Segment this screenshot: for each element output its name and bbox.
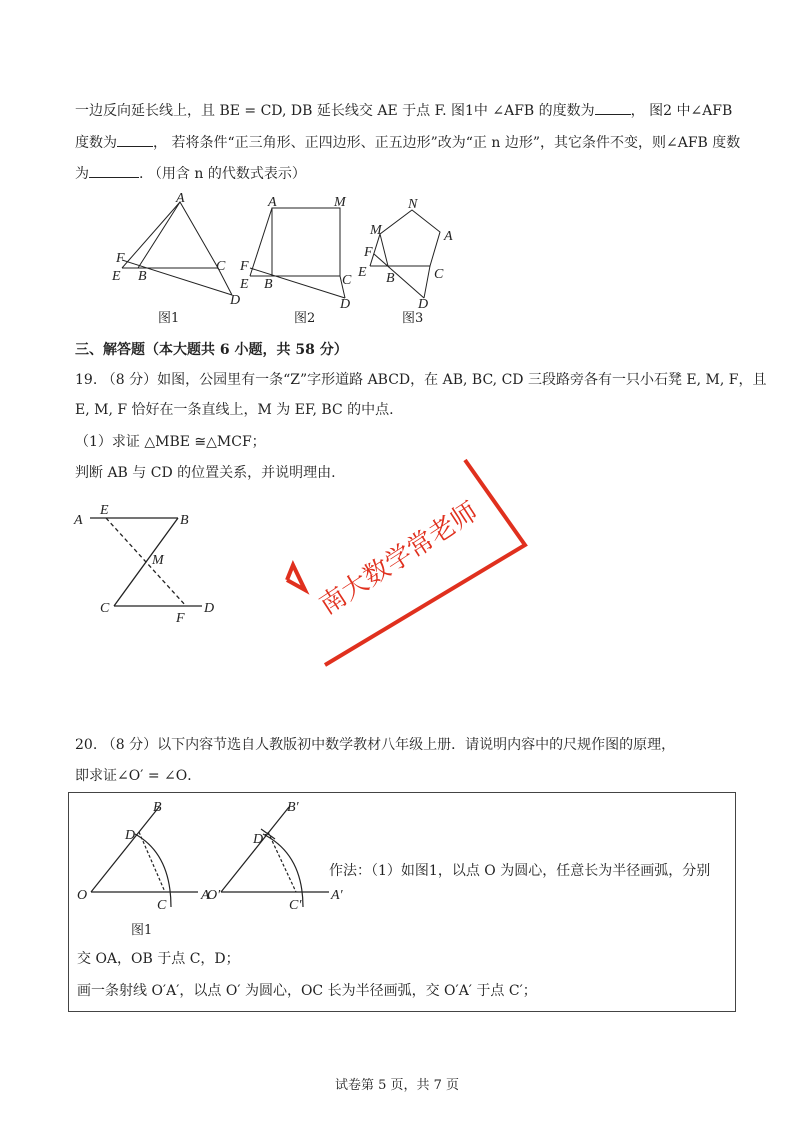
construction-step-line-2: 交 OA，OB 于点 C，D； xyxy=(77,951,240,967)
watermark-text: 南大数学常老师 xyxy=(314,496,484,621)
label: C xyxy=(342,273,352,288)
label: M xyxy=(370,223,382,238)
q19-figure xyxy=(70,500,270,630)
construction-step-line-3: 画一条射线 O′A′，以点 O′ 为圆心，OC 长为半径画弧，交 O′A′ 于点 C′； xyxy=(77,983,537,999)
q18-figures xyxy=(0,190,794,340)
answer-blank-3[interactable] xyxy=(89,163,139,178)
figure-caption: 图1 xyxy=(158,311,180,326)
label: C xyxy=(100,601,110,616)
label: O xyxy=(77,888,88,903)
answer-blank-2[interactable] xyxy=(117,132,153,147)
label: A xyxy=(444,229,453,244)
label: C′ xyxy=(289,898,302,913)
label: D xyxy=(125,828,136,843)
label: B xyxy=(386,271,395,286)
label: A xyxy=(74,513,83,528)
label: B′ xyxy=(287,800,299,815)
q18-line-1 xyxy=(75,100,732,121)
q18-text: ， 若将条件“正三角形、正四边形、正五边形”改为“正 n 边形”，其它条件不变，则∠AFB 度数 xyxy=(153,135,741,151)
label: A xyxy=(268,195,277,210)
label: M xyxy=(334,195,346,210)
label: F xyxy=(176,611,185,626)
q18-text: 度数为 xyxy=(75,135,117,151)
label: N xyxy=(408,197,418,212)
label: D xyxy=(418,297,429,312)
q20-line-1: 20. （8 分）以下内容节选自人教版初中数学教材八年级上册．请说明内容中的尺规作图的原理， xyxy=(75,737,676,753)
label: A xyxy=(201,888,210,903)
label: D′ xyxy=(253,832,267,847)
label: B xyxy=(153,800,162,815)
label: C xyxy=(157,898,167,913)
label: B xyxy=(264,277,273,292)
label: A′ xyxy=(331,888,343,903)
label: A xyxy=(176,191,185,206)
q18-text: 为 xyxy=(75,166,89,182)
label: O′ xyxy=(207,888,221,903)
label: C xyxy=(216,259,226,274)
q19-line-2: E, M, F 恰好在一条直线上，M 为 EF, BC 的中点. xyxy=(75,402,394,418)
q19-part-2: 判断 AB 与 CD 的位置关系，并说明理由. xyxy=(75,465,336,481)
textbook-excerpt-box xyxy=(68,792,736,1012)
label: D xyxy=(340,297,351,312)
label: B xyxy=(138,269,147,284)
figure-caption: 图3 xyxy=(402,311,424,326)
q19-line-1: 19. （8 分）如图，公园里有一条“Z”字形道路 ABCD，在 AB, BC, CD 三段路旁各有一只小石凳 E, M, F，且 xyxy=(75,372,767,388)
construction-figures xyxy=(73,799,373,939)
figure-caption: 图1 xyxy=(131,923,153,938)
label: F xyxy=(240,259,249,274)
label: E xyxy=(112,269,121,284)
label: E xyxy=(100,503,109,518)
q18-text: ， 图2 中∠AFB xyxy=(630,103,733,119)
q18-text: . （用含 n 的代数式表示） xyxy=(139,166,306,182)
section-note: （本大题共 6 小题，共 58 分） xyxy=(145,342,348,358)
page-footer: 试卷第 5 页，共 7 页 xyxy=(334,1078,460,1093)
q19-part-1: （1）求证 △MBE ≅△MCF； xyxy=(75,434,266,450)
q18-text: 一边反向延长线上，且 BE = CD, DB 延长线交 AE 于点 F. 图1中 ∠AFB 的度数为 xyxy=(75,103,595,119)
label: E xyxy=(358,265,367,280)
q20-line-2: 即求证∠O′ = ∠O． xyxy=(75,768,202,784)
label: C xyxy=(434,267,444,282)
q18-line-3 xyxy=(75,163,306,184)
label: B xyxy=(180,513,189,528)
watermark-stamp xyxy=(275,455,535,675)
label: D xyxy=(230,293,241,308)
q18-line-2 xyxy=(75,132,740,153)
answer-blank-1[interactable] xyxy=(595,100,631,115)
figure-caption: 图2 xyxy=(294,311,316,326)
label: F xyxy=(364,245,373,260)
label: D xyxy=(204,601,215,616)
section-title: 三、解答题 xyxy=(75,342,145,358)
construction-method: 作法：（1）如图1，以点 O 为圆心，任意长为半径画弧，分别 xyxy=(329,863,711,879)
section-heading xyxy=(75,340,348,360)
label: F xyxy=(116,251,125,266)
label: E xyxy=(240,277,249,292)
label: M xyxy=(152,553,164,568)
